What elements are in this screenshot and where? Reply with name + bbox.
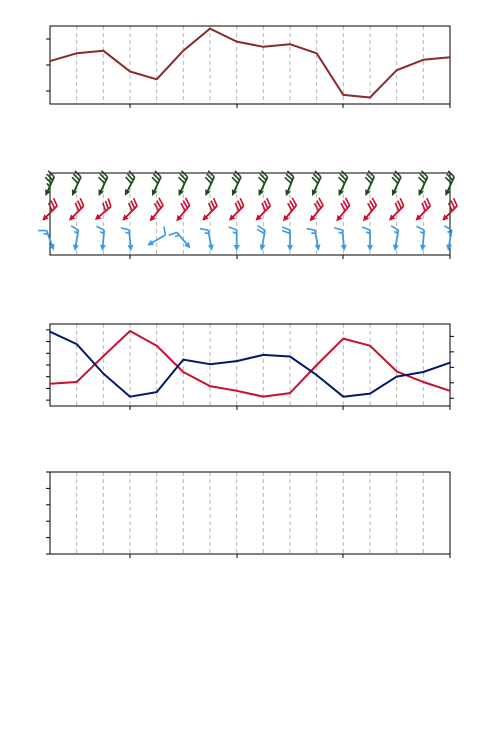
barb-head [203, 189, 211, 197]
wind-barb [277, 198, 301, 223]
barb-head [315, 244, 322, 251]
humidity-line-point [449, 362, 451, 364]
wind-barb [362, 227, 373, 251]
humidity-line-point [262, 354, 264, 356]
barb-head [127, 245, 134, 252]
pressure-line-point [289, 43, 291, 45]
wind-barb [169, 228, 193, 253]
barb-head [234, 245, 240, 251]
barb-head [256, 189, 264, 197]
barb-head [258, 244, 265, 251]
barb-flag [444, 226, 452, 230]
barb-flag [38, 228, 47, 234]
wind-barb [229, 227, 240, 251]
pressure-line-point [76, 52, 78, 54]
humidity-line-point [342, 396, 344, 398]
temperature-line-point [236, 390, 238, 392]
wind-barb [38, 227, 57, 253]
wind-barb [200, 227, 215, 253]
pressure-line-point [342, 94, 344, 96]
humidity-line-point [209, 363, 211, 365]
plot-frame [50, 26, 450, 104]
pressure-line-point [422, 59, 424, 61]
barb-head [122, 189, 130, 197]
wind-barb [38, 171, 58, 197]
pressure-line-point [396, 69, 398, 71]
pressure-line-point [182, 50, 184, 52]
wind-barb [170, 198, 194, 223]
wind-barb [225, 171, 245, 197]
wind-barb [304, 198, 328, 223]
wind-barb [357, 198, 381, 223]
temperature-line-point [102, 355, 104, 357]
barb-head [43, 189, 51, 197]
wind-barb [278, 171, 297, 197]
pressure-line-point [209, 28, 211, 30]
humidity-line-point [182, 359, 184, 361]
barb-head [336, 189, 344, 197]
wind-barb [410, 198, 435, 223]
pressure-line-point [156, 78, 158, 80]
plot-frame [50, 173, 450, 255]
barb-head [149, 189, 157, 197]
humidity-line-point [369, 393, 371, 395]
wind-barb [94, 226, 107, 251]
temperature-line-point [369, 345, 371, 347]
pressure-line-point [369, 97, 371, 99]
humidity-line-point [102, 373, 104, 375]
humidity-line-point [76, 343, 78, 345]
temperature-line-point [289, 392, 291, 394]
barb-flag [307, 227, 315, 231]
pressure-line-point [129, 71, 131, 73]
wind-barb [90, 199, 115, 223]
wind-barb [121, 227, 134, 252]
wind-barb [197, 198, 222, 223]
barb-head [99, 245, 106, 252]
barb-flag [71, 226, 79, 230]
pressure-line-point [102, 50, 104, 52]
wind-barb [250, 198, 275, 223]
wind-barb [331, 171, 351, 197]
wind-barb [385, 171, 405, 197]
barb-flag [282, 231, 290, 234]
wind-barb [383, 198, 408, 223]
humidity-line-point [396, 376, 398, 378]
barb-head [392, 244, 399, 251]
wind-barb [437, 198, 462, 223]
plot-frame [50, 472, 450, 554]
wind-barb [223, 198, 248, 223]
wind-barb [411, 171, 431, 197]
pressure-line-point [449, 56, 451, 58]
wind-barb [414, 226, 427, 251]
temperature-line-point [49, 383, 51, 385]
barb-flag [121, 227, 129, 231]
wind-barb [334, 227, 347, 252]
barb-head [72, 244, 79, 251]
barb-flag [229, 227, 237, 230]
barb-flag [416, 226, 424, 230]
humidity-line-point [289, 356, 291, 358]
wind-barb [438, 171, 458, 197]
pressure-line-point [262, 46, 264, 48]
barb-head [287, 245, 293, 251]
wind-barb [63, 198, 88, 223]
temperature-line-point [396, 371, 398, 373]
barb-head [229, 189, 237, 197]
wind-barb [440, 226, 455, 252]
temperature-line-point [316, 364, 318, 366]
wind-barb [198, 171, 218, 197]
temperature-line [50, 331, 450, 397]
wind-barb [358, 171, 378, 197]
temperature-line-point [129, 330, 131, 332]
temperature-line-point [449, 390, 451, 392]
barb-head [341, 245, 348, 252]
humidity-line-point [422, 371, 424, 373]
barb-head [445, 244, 452, 251]
wind-barb [145, 171, 165, 197]
barb-flag [334, 227, 342, 231]
barb-flag [96, 226, 104, 230]
pressure-line-point [236, 41, 238, 43]
barb-flag [282, 227, 290, 230]
humidity-line-point [129, 396, 131, 398]
temperature-line-point [76, 381, 78, 383]
barb-flag [200, 227, 208, 231]
wind-barb [91, 171, 111, 197]
barb-head [208, 244, 215, 251]
pressure-line-point [316, 52, 318, 54]
temperature-line-point [156, 345, 158, 347]
barb-flag [161, 227, 168, 235]
barb-head [367, 245, 373, 251]
temperature-line-point [422, 381, 424, 383]
temperature-line-point [342, 338, 344, 340]
wind-barb [67, 226, 82, 252]
barb-head [443, 189, 451, 197]
barb-head [389, 189, 397, 197]
wind-barb [144, 198, 168, 223]
wind-barb [117, 198, 142, 223]
barb-head [96, 189, 104, 197]
humidity-line-point [156, 391, 158, 393]
temperature-line-point [209, 385, 211, 387]
wind-barb [118, 171, 139, 197]
barb-head [69, 189, 77, 197]
barb-flag [362, 227, 370, 230]
wind-barb [330, 198, 354, 223]
barb-head [309, 189, 317, 197]
wind-barb [171, 171, 191, 197]
barb-head [416, 189, 424, 197]
wind-barb [37, 198, 62, 223]
barb-head [146, 240, 154, 248]
humidity-line-point [49, 331, 51, 333]
wind-barb [305, 171, 325, 197]
barb-head [419, 245, 426, 252]
barb-head [363, 189, 371, 197]
temperature-line-point [262, 396, 264, 398]
wind-barb [387, 226, 402, 252]
wind-barb [307, 227, 322, 253]
wind-barb [65, 171, 85, 197]
barb-head [176, 189, 184, 197]
barb-half-flag [175, 234, 179, 238]
temperature-line-point [182, 371, 184, 373]
wind-barb [254, 226, 269, 252]
humidity-line-point [236, 360, 238, 362]
barb-flag [391, 226, 399, 230]
pressure-line-point [49, 60, 51, 62]
humidity-line-point [316, 374, 318, 376]
wind-barb [282, 227, 293, 251]
pressure-line [50, 29, 450, 98]
wind-barb [251, 171, 271, 197]
